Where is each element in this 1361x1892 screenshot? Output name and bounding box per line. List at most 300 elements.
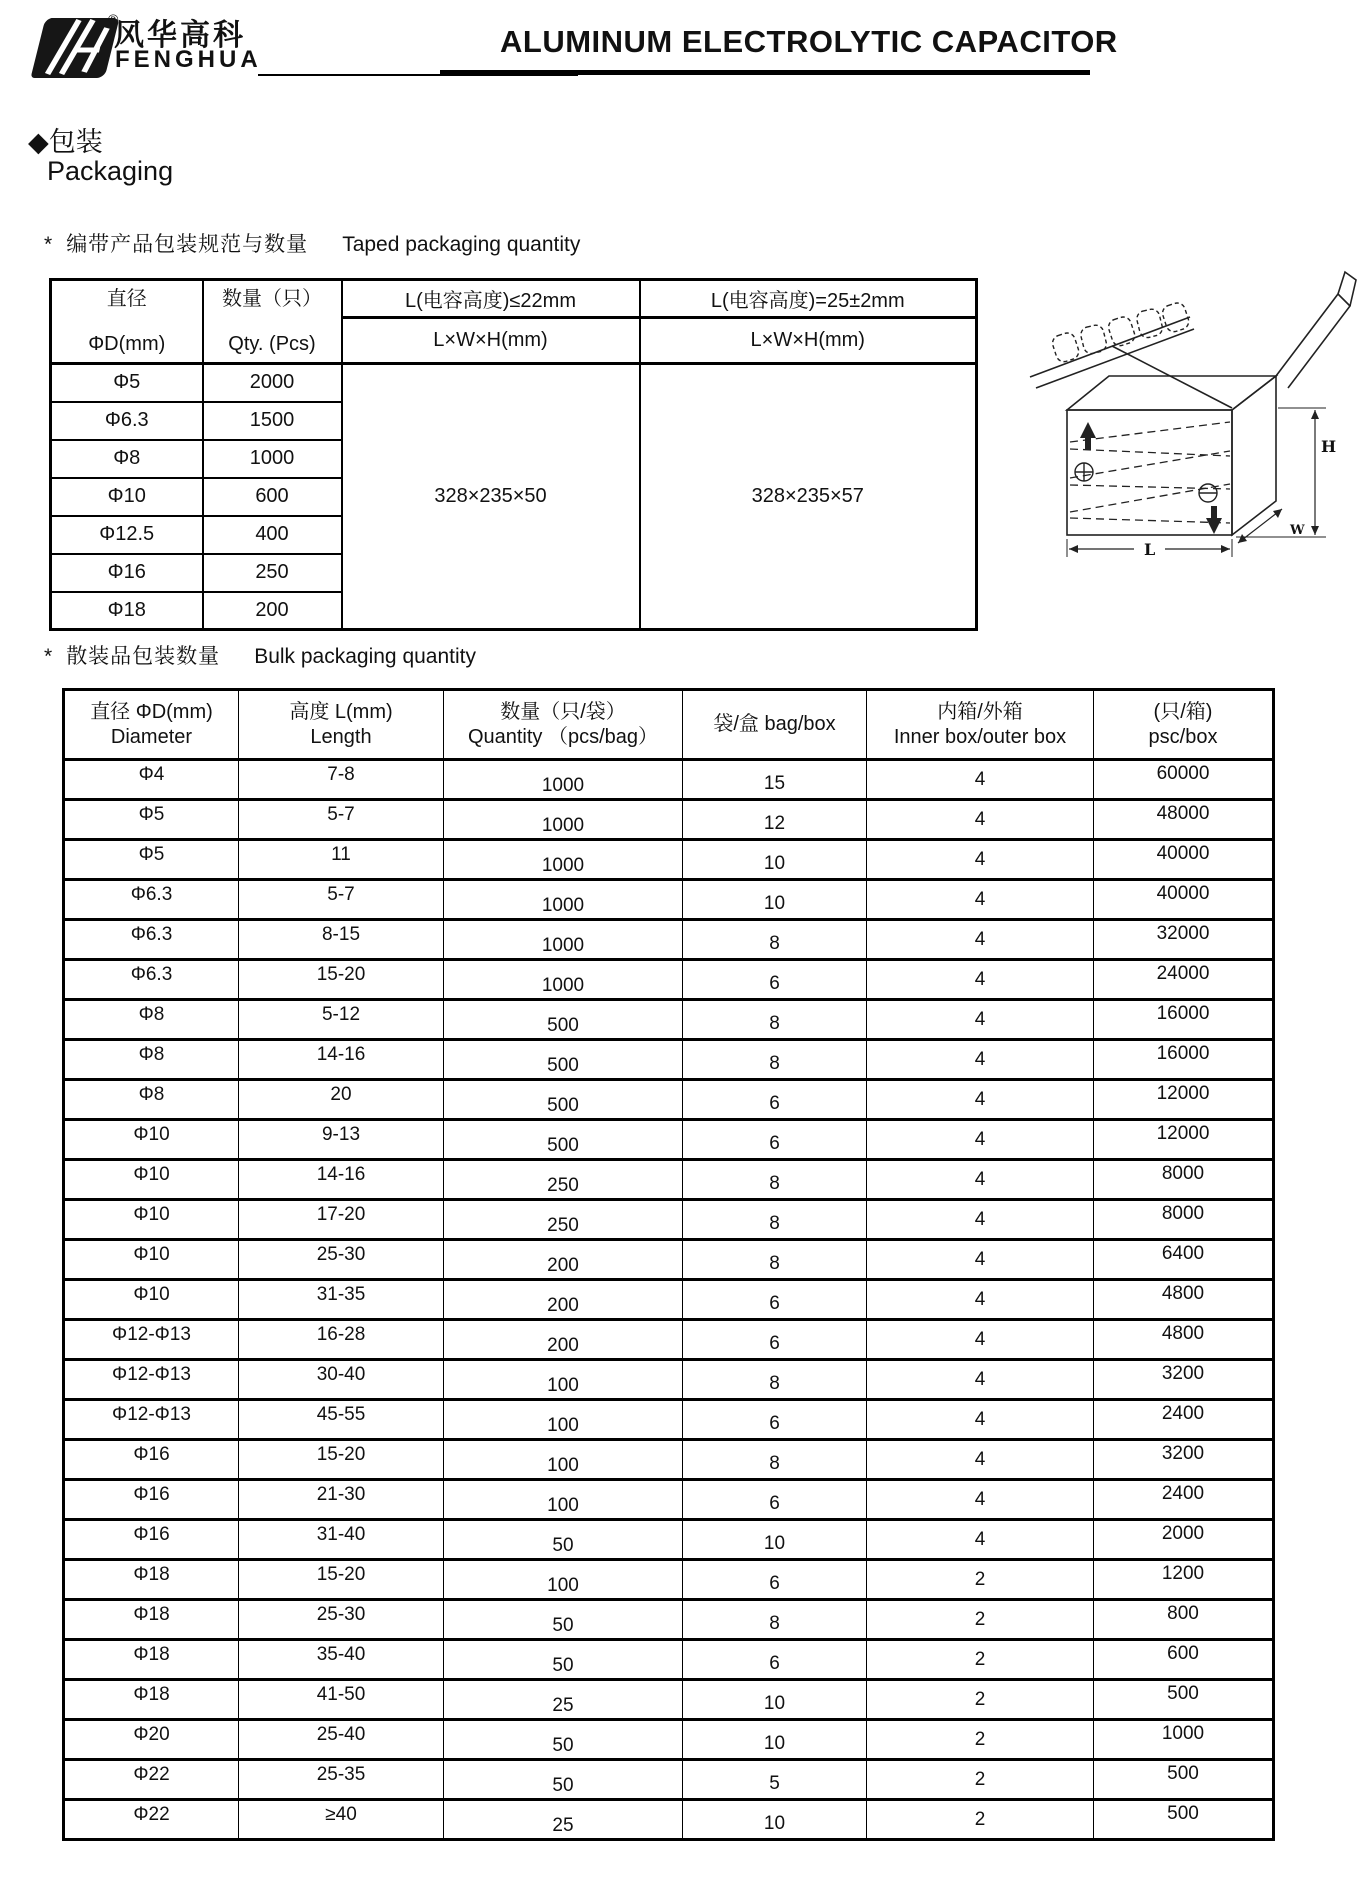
cell	[683, 1120, 867, 1160]
cell	[64, 1520, 239, 1560]
cell	[444, 800, 683, 840]
cell-quantity: 2000	[203, 364, 342, 402]
cell	[239, 1120, 444, 1160]
cell	[64, 1000, 239, 1040]
cell-value: 8	[769, 1252, 780, 1274]
taped-table-title	[44, 228, 580, 258]
cell	[444, 1240, 683, 1280]
cell	[239, 1520, 444, 1560]
cell	[683, 880, 867, 920]
cell-value: 2	[974, 1568, 986, 1590]
header-text-cn: 直径 ΦD(mm)	[90, 700, 213, 723]
cell-value: 100	[547, 1574, 579, 1596]
cell	[1094, 1160, 1274, 1200]
cell	[867, 1400, 1094, 1440]
cell	[444, 1320, 683, 1360]
cell	[867, 1040, 1094, 1080]
cell	[64, 1640, 239, 1680]
table-row	[64, 1240, 1274, 1280]
cell	[239, 1440, 444, 1480]
cell	[683, 1720, 867, 1760]
col-header-quantity	[203, 280, 342, 364]
cell	[867, 1280, 1094, 1320]
cell-value: 4	[974, 1008, 986, 1030]
section-title-english: Packaging	[47, 156, 174, 186]
cell-value: 10	[763, 1732, 786, 1754]
cell-value: 2	[974, 1608, 986, 1630]
cell-value: 60000	[1156, 762, 1210, 784]
cell-value: 4	[974, 1208, 986, 1230]
cell-value: 250	[547, 1214, 579, 1236]
cell-value: 6	[769, 972, 780, 994]
cell-value: 200	[547, 1294, 579, 1316]
cell-value: 32000	[1156, 922, 1210, 944]
cell	[444, 1680, 683, 1720]
header-text-cn: 直径	[106, 287, 147, 310]
cell-value: 1000	[541, 894, 585, 916]
merged-size-cell: 328×235×50	[342, 364, 640, 630]
cell	[64, 1200, 239, 1240]
table-row	[64, 840, 1274, 880]
col-header-lwh: L×W×H(mm)	[640, 318, 977, 364]
cell-value: 35-40	[316, 1643, 366, 1665]
cell-value: Φ16	[133, 1443, 170, 1465]
table-row	[64, 760, 1274, 800]
taped-title-en: Taped packaging quantity	[342, 233, 581, 256]
packaging-box-diagram	[1012, 250, 1357, 565]
cell	[239, 800, 444, 840]
cell-value: 800	[1167, 1602, 1199, 1624]
cell	[1094, 1680, 1274, 1720]
table-row	[64, 1360, 1274, 1400]
cell	[1094, 1000, 1274, 1040]
header-text-cn: 内箱/外箱	[937, 700, 1023, 723]
cell-diameter: Φ16	[51, 554, 203, 592]
table-row	[64, 800, 1274, 840]
cell-value: Φ5	[138, 843, 165, 865]
cell	[239, 840, 444, 880]
cell	[239, 1400, 444, 1440]
cell	[867, 880, 1094, 920]
cell	[683, 1680, 867, 1720]
cell-value: 4	[974, 928, 986, 950]
cell	[867, 800, 1094, 840]
cell-value: 6	[769, 1492, 780, 1514]
cell-value: 100	[547, 1414, 579, 1436]
cell	[64, 800, 239, 840]
cell-value: 1000	[541, 974, 585, 996]
cell	[239, 1200, 444, 1240]
cell	[64, 1360, 239, 1400]
bulk-title-cn: 散装品包装数量	[66, 645, 221, 668]
cell-value: 6	[769, 1412, 780, 1434]
cell-quantity: 1000	[203, 440, 342, 478]
cell-value: Φ22	[133, 1803, 170, 1825]
cell	[444, 840, 683, 880]
table-row	[64, 1000, 1274, 1040]
cell-value: 4	[974, 1448, 986, 1470]
cell-value: 8000	[1161, 1162, 1205, 1184]
cell	[64, 1120, 239, 1160]
cell	[64, 840, 239, 880]
cell	[239, 1800, 444, 1840]
cell	[239, 1760, 444, 1800]
cell-value: 8	[769, 1172, 780, 1194]
cell-value: Φ12-Φ13	[112, 1403, 191, 1425]
cell-value: 250	[547, 1174, 579, 1196]
cell-value: Φ10	[133, 1283, 170, 1305]
cell-value: 25-30	[316, 1243, 366, 1265]
cell-value: 50	[552, 1734, 574, 1756]
table-row	[64, 1080, 1274, 1120]
cell	[683, 760, 867, 800]
cell-value: Φ12-Φ13	[112, 1323, 191, 1345]
cell	[1094, 800, 1274, 840]
table-row	[64, 1800, 1274, 1840]
cell	[444, 1400, 683, 1440]
cell-value: Φ16	[133, 1523, 170, 1545]
cell	[64, 1600, 239, 1640]
cell-value: 50	[552, 1534, 574, 1556]
cell	[683, 1360, 867, 1400]
cell	[867, 1520, 1094, 1560]
table-row	[64, 1520, 1274, 1560]
cell	[1094, 1520, 1274, 1560]
cell-value: Φ4	[138, 763, 165, 785]
header-row	[64, 690, 1274, 760]
cell-value: Φ18	[133, 1603, 170, 1625]
cell-value: 2	[974, 1648, 986, 1670]
cell	[239, 1000, 444, 1040]
header-text-en: ΦD(mm)	[88, 332, 166, 355]
cell	[683, 1560, 867, 1600]
cell-value: 500	[1167, 1682, 1199, 1704]
cell	[1094, 1120, 1274, 1160]
cell-value: 5-7	[327, 883, 355, 905]
table-row	[64, 1560, 1274, 1600]
cell-value: 31-40	[316, 1523, 366, 1545]
cell-value: 4	[974, 1288, 986, 1310]
cell	[444, 1160, 683, 1200]
cell	[867, 1680, 1094, 1720]
cell-value: 10	[763, 1812, 786, 1834]
cell	[683, 920, 867, 960]
cell	[683, 1600, 867, 1640]
cell-value: 2	[974, 1768, 986, 1790]
cell-value: 1000	[541, 814, 585, 836]
cell-value: 30-40	[316, 1363, 366, 1385]
cell-value: 6	[769, 1132, 780, 1154]
cell	[444, 1800, 683, 1840]
cell	[444, 760, 683, 800]
cell	[683, 800, 867, 840]
cell-value: Φ18	[133, 1643, 170, 1665]
cell	[1094, 1800, 1274, 1840]
cell-value: 1000	[541, 854, 585, 876]
taped-title-cn: 编带产品包装规范与数量	[66, 233, 309, 256]
cell-quantity: 400	[203, 516, 342, 554]
cell	[64, 1160, 239, 1200]
cell	[867, 1240, 1094, 1280]
cell	[1094, 1040, 1274, 1080]
cell	[867, 1600, 1094, 1640]
cell-value: 10	[763, 1532, 786, 1554]
cell-value: 45-55	[316, 1403, 366, 1425]
cell-value: 4	[974, 1088, 986, 1110]
cell	[239, 1240, 444, 1280]
cell-value: 10	[763, 892, 786, 914]
table-row	[64, 1320, 1274, 1360]
header-row	[51, 280, 977, 318]
cell-value: Φ22	[133, 1763, 170, 1785]
cell	[1094, 1760, 1274, 1800]
cell	[1094, 880, 1274, 920]
cell-value: 10	[763, 1692, 786, 1714]
cell	[867, 960, 1094, 1000]
cell	[64, 1680, 239, 1720]
table-row	[64, 920, 1274, 960]
cell-value: 15	[763, 772, 786, 794]
cell-value: 5	[769, 1772, 780, 1794]
cell	[444, 1640, 683, 1680]
cell-value: 4	[974, 1408, 986, 1430]
cell-value: 48000	[1156, 802, 1210, 824]
cell-diameter: Φ12.5	[51, 516, 203, 554]
cell-value: Φ18	[133, 1683, 170, 1705]
cell-value: 16000	[1156, 1042, 1210, 1064]
cell	[64, 960, 239, 1000]
cell	[867, 1080, 1094, 1120]
cell-value: 1200	[1161, 1562, 1205, 1584]
cell	[867, 920, 1094, 960]
cell-value: 4	[974, 1368, 986, 1390]
cell-value: Φ10	[133, 1123, 170, 1145]
cell-value: 12000	[1156, 1122, 1210, 1144]
cell-value: 14-16	[316, 1163, 366, 1185]
cell	[239, 1280, 444, 1320]
cell	[64, 1440, 239, 1480]
cell	[1094, 1280, 1274, 1320]
cell	[444, 1480, 683, 1520]
cell-value: Φ20	[133, 1723, 170, 1745]
bullet-star: *	[44, 645, 53, 668]
cell-value: 1000	[1161, 1722, 1205, 1744]
table-row	[64, 1440, 1274, 1480]
cell-value: Φ18	[133, 1563, 170, 1585]
col-header-inner-outer-box	[867, 690, 1094, 760]
cell-value: 8-15	[321, 923, 361, 945]
cell-value: 500	[547, 1134, 579, 1156]
cell	[683, 1400, 867, 1440]
cell-value: 2	[974, 1688, 986, 1710]
cell-value: 17-20	[316, 1203, 366, 1225]
table-row	[64, 1200, 1274, 1240]
cell	[867, 1120, 1094, 1160]
dimension-label-l: L	[1144, 540, 1156, 559]
cell	[444, 1040, 683, 1080]
cell	[683, 1520, 867, 1560]
cell	[239, 1640, 444, 1680]
cell-value: 10	[763, 852, 786, 874]
cell-value: 4	[974, 1168, 986, 1190]
cell	[64, 1480, 239, 1520]
col-header-qty-per-bag	[444, 690, 683, 760]
cell-value: 8	[769, 1052, 780, 1074]
cell-value: 50	[552, 1654, 574, 1676]
cell-value: 8	[769, 1452, 780, 1474]
header-text-en: Diameter	[110, 725, 193, 748]
cell	[867, 1320, 1094, 1360]
cell-value: 4800	[1161, 1322, 1205, 1344]
header-text-cn: 袋/盒 bag/box	[713, 713, 836, 735]
cell-value: 1000	[541, 774, 585, 796]
cell	[1094, 840, 1274, 880]
cell-value: 8000	[1161, 1202, 1205, 1224]
cell-value: 4	[974, 1528, 986, 1550]
cell-quantity: 250	[203, 554, 342, 592]
section-title-chinese: ◆包装	[28, 127, 103, 157]
header-text-cn: 数量（只）	[222, 287, 322, 310]
cell-value: 20	[330, 1083, 352, 1105]
cell	[867, 1360, 1094, 1400]
col-header-pcs-per-box	[1094, 690, 1274, 760]
table-row	[64, 1680, 1274, 1720]
cell-value: 200	[547, 1334, 579, 1356]
cell-value: 200	[547, 1254, 579, 1276]
page-title: ALUMINUM ELECTROLYTIC CAPACITOR	[500, 24, 1118, 59]
table-row	[64, 1600, 1274, 1640]
cell	[64, 1800, 239, 1840]
cell-value: 100	[547, 1494, 579, 1516]
cell	[683, 1000, 867, 1040]
table-row	[64, 1720, 1274, 1760]
cell-quantity: 1500	[203, 402, 342, 440]
cell	[444, 920, 683, 960]
cell	[444, 1000, 683, 1040]
cell-value: 14-16	[316, 1043, 366, 1065]
cell	[444, 1120, 683, 1160]
cell-value: 600	[1167, 1642, 1199, 1664]
cell-value: Φ12-Φ13	[112, 1363, 191, 1385]
cell-value: 12000	[1156, 1082, 1210, 1104]
bulk-table-title	[44, 640, 476, 670]
cell	[1094, 1360, 1274, 1400]
cell-value: 4	[974, 848, 986, 870]
cell	[683, 1440, 867, 1480]
cell-value: 50	[552, 1614, 574, 1636]
cell-value: 2000	[1161, 1522, 1205, 1544]
cell-diameter: Φ5	[51, 364, 203, 402]
cell-value: 50	[552, 1774, 574, 1796]
cell-value: 4	[974, 1488, 986, 1510]
cell-value: 8	[769, 932, 780, 954]
cell	[64, 1240, 239, 1280]
cell-value: 100	[547, 1454, 579, 1476]
col-header-lwh: L×W×H(mm)	[342, 318, 640, 364]
cell	[1094, 920, 1274, 960]
cell	[1094, 1240, 1274, 1280]
cell	[683, 1160, 867, 1200]
table-row	[64, 1040, 1274, 1080]
cell	[683, 1080, 867, 1120]
cell	[1094, 1320, 1274, 1360]
cell	[683, 1640, 867, 1680]
cell-value: 9-13	[321, 1123, 361, 1145]
table-row	[64, 1480, 1274, 1520]
cell	[683, 1480, 867, 1520]
cell	[683, 1800, 867, 1840]
bulk-title-en: Bulk packaging quantity	[254, 645, 476, 668]
cell	[239, 1080, 444, 1120]
cell-value: 4800	[1161, 1282, 1205, 1304]
cell-value: 6	[769, 1292, 780, 1314]
cell-value: Φ6.3	[130, 963, 173, 985]
cell	[444, 1600, 683, 1640]
cell-value: 500	[1167, 1762, 1199, 1784]
bulk-packaging-table	[62, 688, 1275, 1841]
cell	[444, 1440, 683, 1480]
cell	[64, 1760, 239, 1800]
cell	[867, 1640, 1094, 1680]
cell	[64, 760, 239, 800]
header-text-en: psc/box	[1148, 725, 1218, 748]
cell-value: 25-35	[316, 1763, 366, 1785]
cell-value: Φ5	[138, 803, 165, 825]
cell	[64, 920, 239, 960]
cell-value: 100	[547, 1374, 579, 1396]
table-row	[64, 1400, 1274, 1440]
cell	[444, 880, 683, 920]
cell-diameter: Φ6.3	[51, 402, 203, 440]
col-header-height-25: L(电容高度)=25±2mm	[640, 280, 977, 318]
cell-value: 8	[769, 1012, 780, 1034]
cell-value: 5-7	[327, 803, 355, 825]
cell	[867, 840, 1094, 880]
cell-value: 4	[974, 888, 986, 910]
cell-value: 500	[547, 1054, 579, 1076]
header-rule-thick	[440, 70, 1090, 75]
header-text-en: Quantity （pcs/bag）	[467, 725, 659, 748]
merged-size-cell: 328×235×57	[640, 364, 977, 630]
cell-value: Φ6.3	[130, 883, 173, 905]
cell-value: 4	[974, 1048, 986, 1070]
cell-value: 6	[769, 1652, 780, 1674]
cell	[867, 1440, 1094, 1480]
table-row	[64, 1280, 1274, 1320]
cell-value: 40000	[1156, 882, 1210, 904]
cell-value: 6	[769, 1092, 780, 1114]
cell-value: 7-8	[327, 763, 355, 785]
cell	[683, 840, 867, 880]
cell	[683, 1760, 867, 1800]
cell-value: 5-12	[321, 1003, 361, 1025]
cell	[239, 1680, 444, 1720]
cell	[1094, 960, 1274, 1000]
col-header-diameter	[64, 690, 239, 760]
cell-value: 2400	[1161, 1402, 1205, 1424]
cell-value: 6	[769, 1572, 780, 1594]
cell-value: 6	[769, 1332, 780, 1354]
cell	[867, 1200, 1094, 1240]
cell	[444, 1200, 683, 1240]
cell-value: 1000	[541, 934, 585, 956]
cell	[1094, 760, 1274, 800]
cell	[239, 1480, 444, 1520]
cell	[239, 1320, 444, 1360]
cell	[239, 920, 444, 960]
cell	[867, 1720, 1094, 1760]
cell	[867, 760, 1094, 800]
